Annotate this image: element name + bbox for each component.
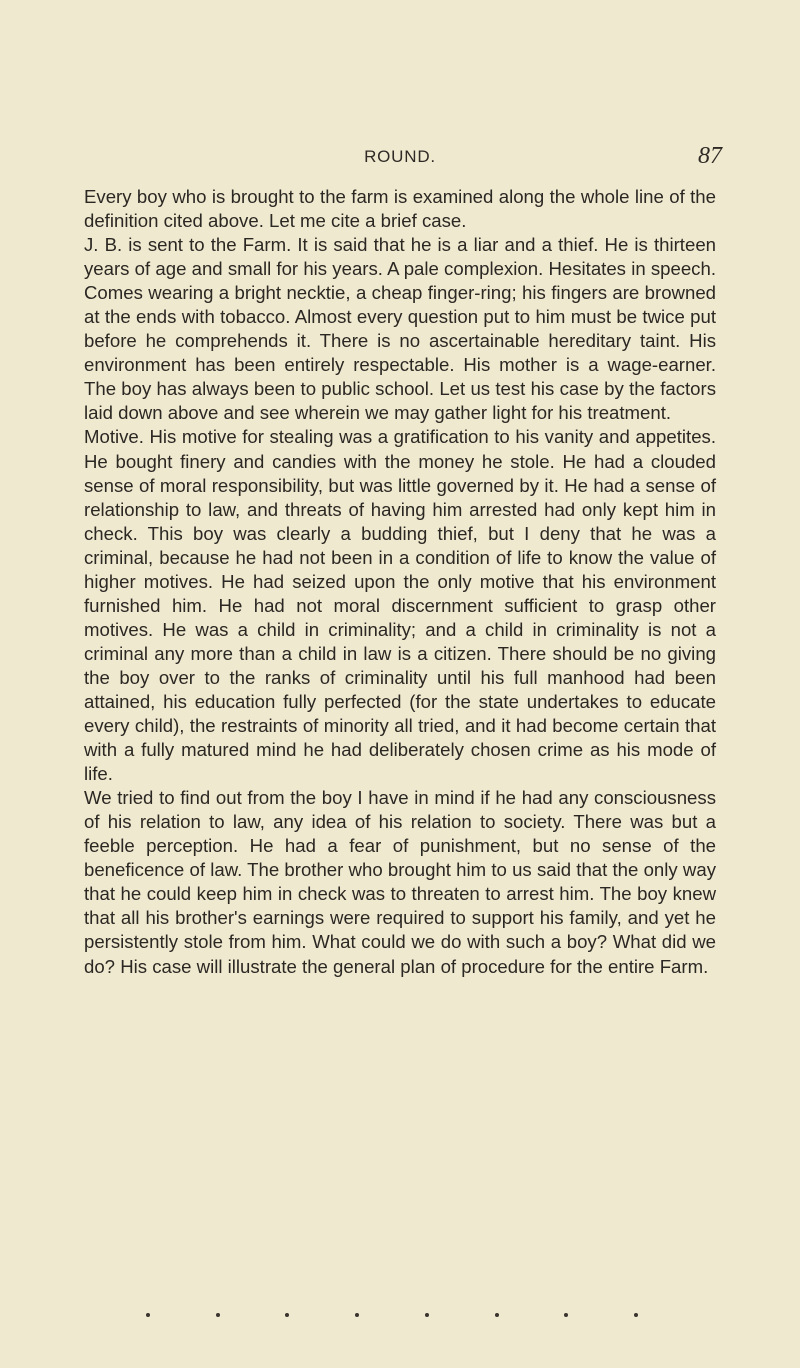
ornament-dot-icon — [564, 1313, 568, 1317]
page-number: 87 — [698, 143, 722, 169]
paragraph-motive: Motive. His motive for stealing was a gratification to his vanity and appetites. He bought finery and candies with the money he stole. He had a clouded sense of moral responsibility, but was little governed by it. He had a sense of relationship to law, and threats of having him arrested had only kept him in check. This boy was clearly a budding thief, but I deny that he was a criminal, because he had not been in a condition of life to know the value of higher motives. He had seized upon the only motive that his environment furnished him. He had not moral discernment sufficient to grasp other motives. He was a child in criminality; and a child in criminality is not a criminal any more than a child in law is a citizen. There should be no giving the boy over to the ranks of criminality until his full manhood had been attained, his education fully perfected (for the state undertakes to educate every child), the restraints of minority all tried, and it had become certain that with a fully matured mind he had deliberately chosen crime as his mode of life. — [84, 426, 716, 785]
ornament-dot-icon — [216, 1313, 220, 1317]
paragraph-case: J. B. is sent to the Farm. It is said that he is a liar and a thief. He is thirteen years of age and small for his years. A pale complexion. Hesitates in speech. Comes wearing a bright necktie, a cheap finger-ring; his fingers are browned at the ends with tobacco. Almost every question put to him must be twice put before he comprehends it. There is no ascertainable hereditary taint. His environment has been entirely respectable. His mother is a wage-earner. The boy has always been to public school. Let us test his case by the factors laid down above and see wherein we may gather light for his treatment. — [84, 234, 716, 424]
ornament-dot-icon — [285, 1313, 289, 1317]
body-text — [84, 185, 716, 979]
ornament-dot-icon — [634, 1313, 638, 1317]
ornament-dot-icon — [355, 1313, 359, 1317]
ornament-dot-icon — [146, 1313, 150, 1317]
paragraph-relation: We tried to find out from the boy I have in mind if he had any consciousness of his relation to law, any idea of his relation to society. There was but a feeble perception. He had a fear of punishment, but no sense of the beneficence of law. The brother who brought him to us said that the only way that he could keep him in check was to threaten to arrest him. The boy knew that all his brother's earnings were required to support his family, and yet he persistently stole from him. What could we do with such a boy? What did we do? His case will illustrate the general plan of procedure for the entire Farm. — [84, 787, 716, 977]
paragraph-intro: Every boy who is brought to the farm is examined along the whole line of the definition cited above. Let me cite a brief case. — [84, 186, 716, 232]
running-head — [84, 143, 722, 173]
ornament-dot-icon — [425, 1313, 429, 1317]
running-title: ROUND. — [364, 147, 436, 166]
ornament-dot-icon — [495, 1313, 499, 1317]
section-break-ornament — [146, 1313, 638, 1317]
